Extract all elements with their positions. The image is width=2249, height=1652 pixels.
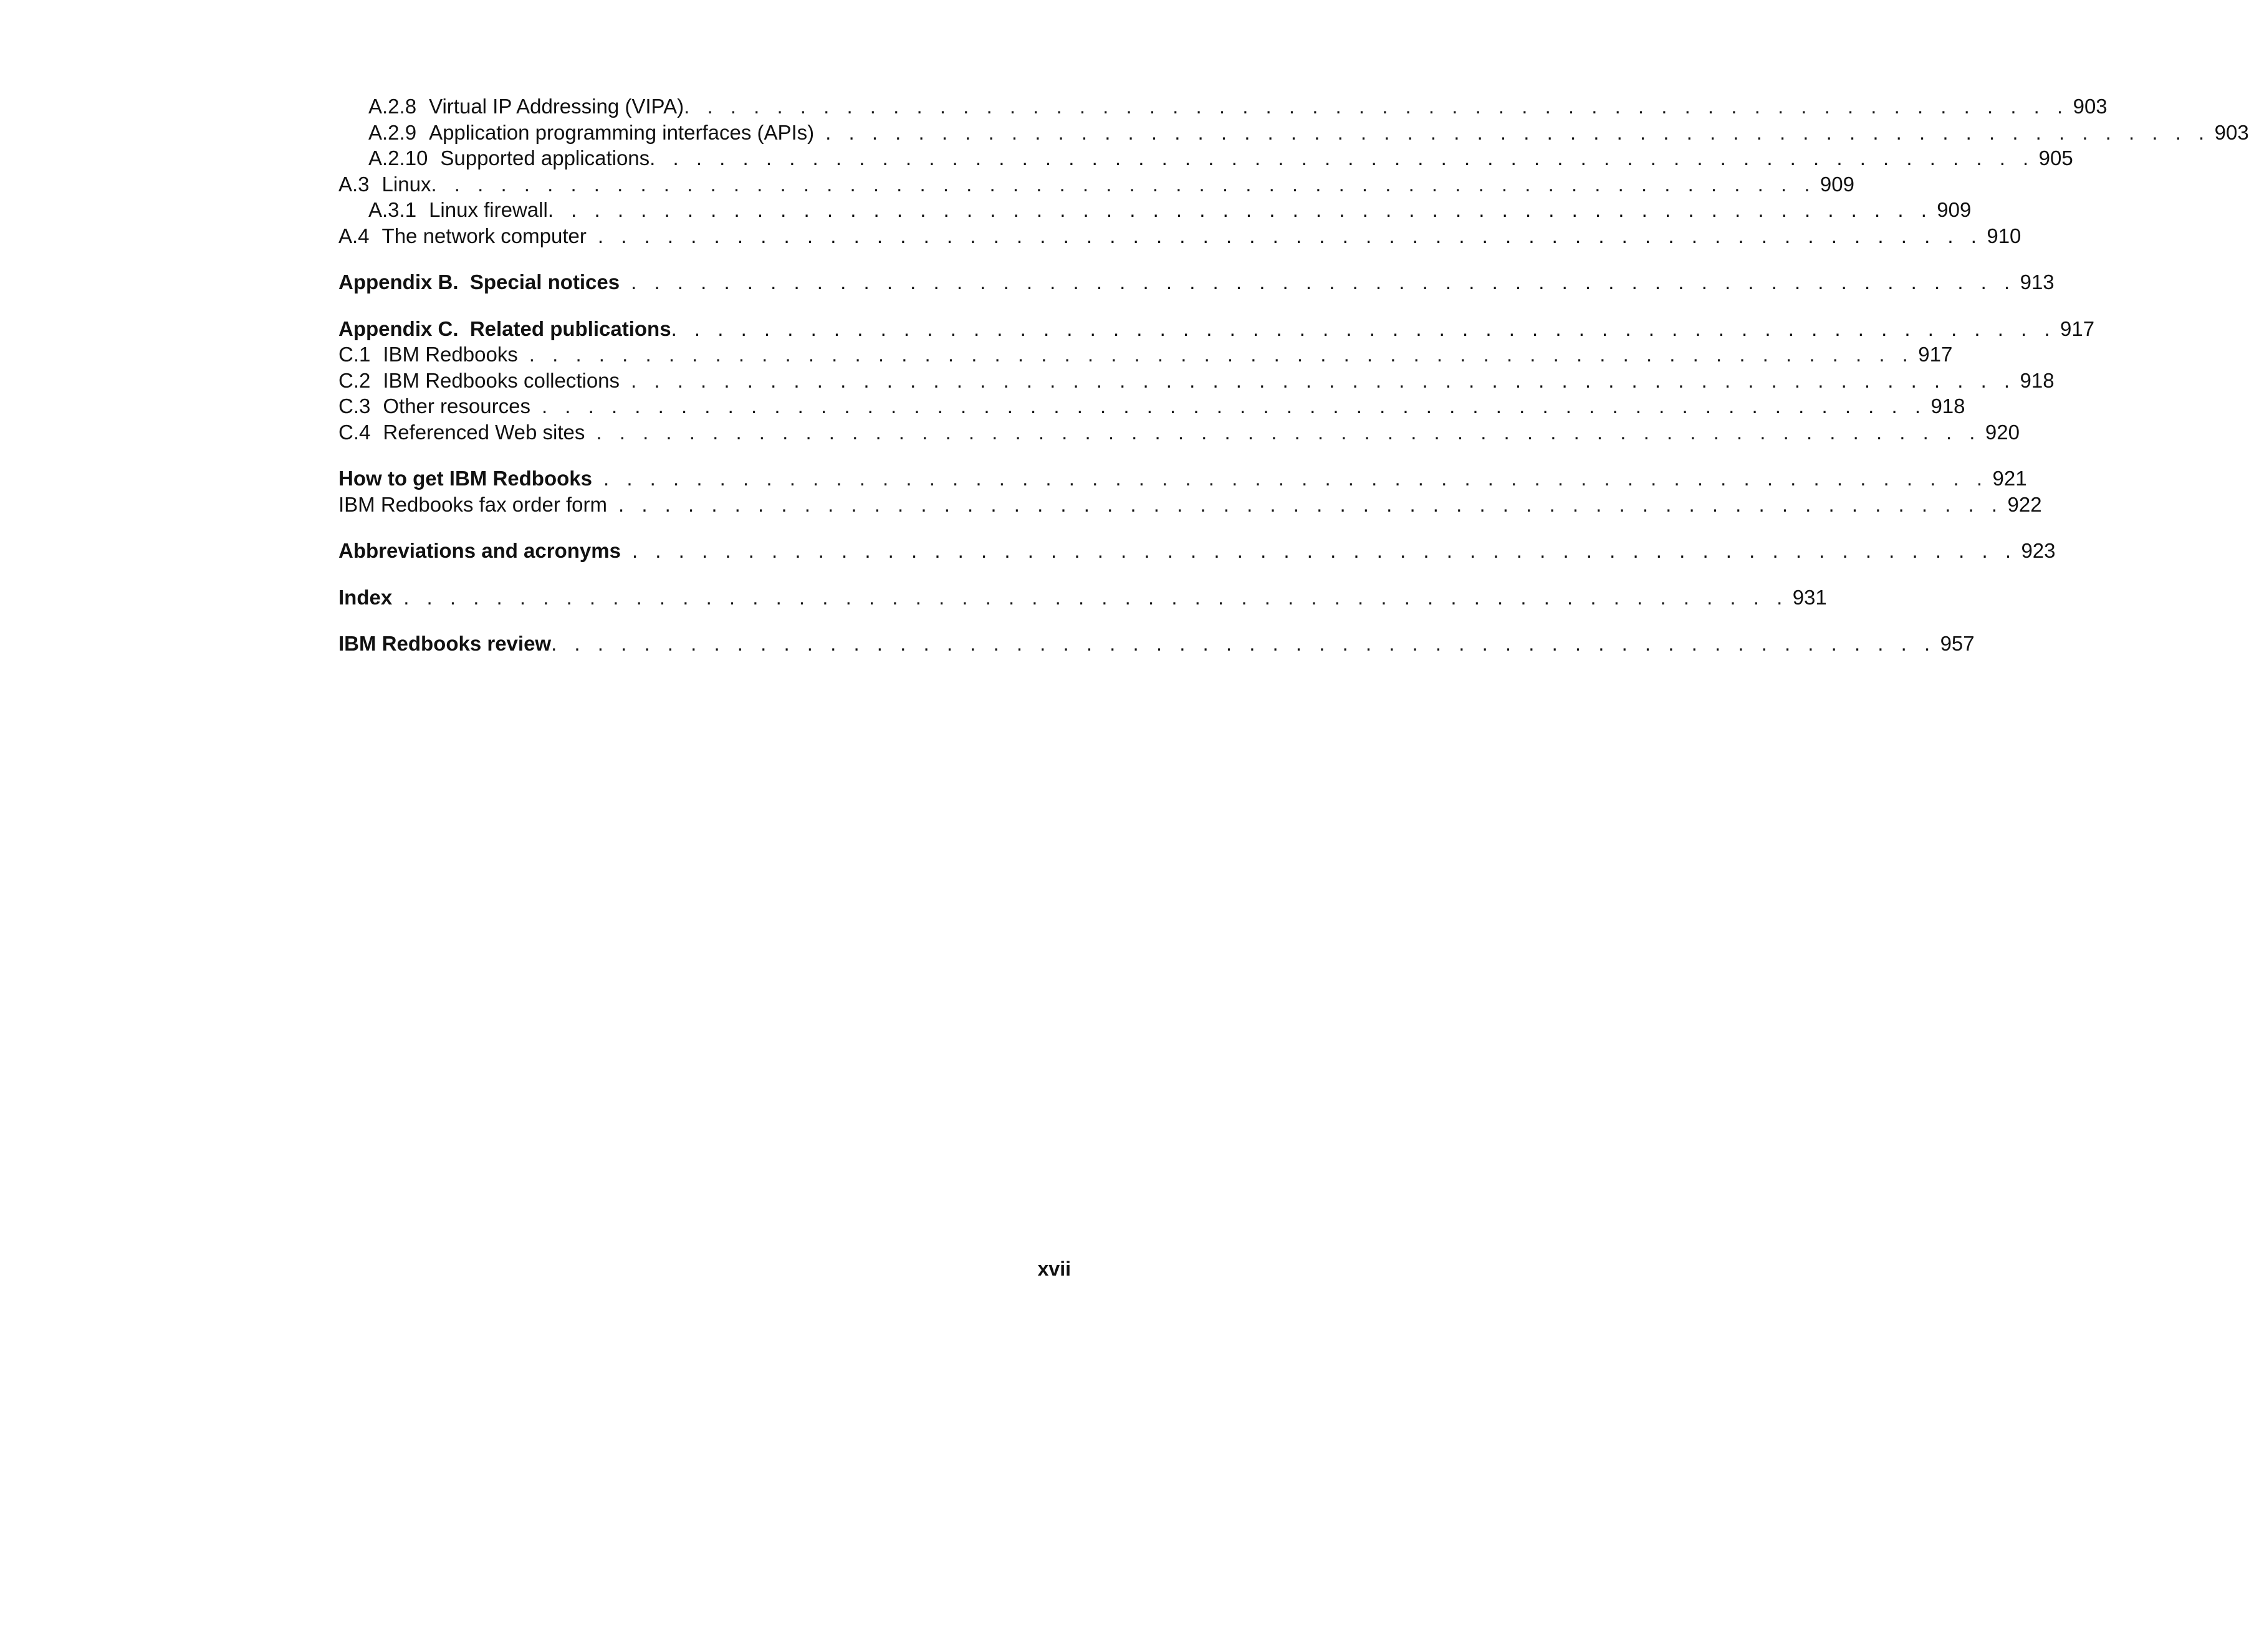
- dot-leader: . . . . . . . . . . . . . . . . . . . . . . . . . . . . . . . . . . . . . . . . . . . . . . . . . . . . . . . . . . . .: [671, 317, 2056, 340]
- toc-entry-title: Appendix B. Special notices: [338, 270, 620, 294]
- toc-entry-title: Referenced Web sites: [383, 420, 585, 444]
- toc-entry-a-4[interactable]: [338, 223, 2021, 249]
- dot-leader: . . . . . . . . . . . . . . . . . . . . . . . . . . . . . . . . . . . . . . . . . . . . . . . . . . . . . . . . . . . .: [403, 585, 1788, 609]
- dot-leader: . . . . . . . . . . . . . . . . . . . . . . . . . . . . . . . . . . . . . . . . . . . . . . . . . . . . . . . . . . . .: [551, 632, 1936, 655]
- dot-leader: . . . . . . . . . . . . . . . . . . . . . . . . . . . . . . . . . . . . . . . . . . . . . . . . . . . . . . . . . . . .: [631, 270, 2016, 294]
- toc-entry-how-to-get-redbooks[interactable]: [338, 466, 2027, 492]
- toc-entry-title: Linux: [381, 172, 431, 196]
- toc-entry-title: Supported applications: [440, 146, 650, 169]
- dot-leader: . . . . . . . . . . . . . . . . . . . . . . . . . . . . . . . . . . . . . . . . . . . . . . . . . . . . . . . . . . . .: [650, 146, 2035, 169]
- toc-entry-c-4[interactable]: [338, 419, 2020, 446]
- toc-entry-page: 909: [1820, 172, 1854, 196]
- dot-leader: . . . . . . . . . . . . . . . . . . . . . . . . . . . . . . . . . . . . . . . . . . . . . . . . . . . . . . . . . . . .: [618, 492, 2003, 516]
- toc-entry-appendix-b[interactable]: [338, 269, 2055, 295]
- toc-entry-index[interactable]: [338, 585, 1827, 611]
- toc-entry-title: IBM Redbooks review: [338, 632, 552, 655]
- toc-entry-appendix-c[interactable]: [338, 316, 2095, 342]
- toc-entry-page: 921: [1992, 467, 2027, 490]
- toc-entry-page: 909: [1937, 198, 1972, 221]
- toc-entry-number: A.3.1: [368, 198, 417, 221]
- dot-leader: . . . . . . . . . . . . . . . . . . . . . . . . . . . . . . . . . . . . . . . . . . . . . . . . . . . . . . . . . . . .: [597, 224, 1983, 247]
- toc-entry-number: A.3: [338, 172, 370, 196]
- toc-entry-abbreviations[interactable]: [338, 538, 2056, 564]
- toc-entry-page: 918: [1930, 394, 1965, 418]
- toc-entry-title: IBM Redbooks fax order form: [338, 492, 607, 516]
- toc-entry-a-3[interactable]: [338, 171, 1854, 198]
- toc-entry-page: 920: [1985, 420, 2020, 444]
- table-of-contents: [338, 93, 2249, 657]
- toc-entry-redbooks-review[interactable]: [338, 631, 1975, 657]
- toc-entry-page: 905: [2038, 146, 2073, 169]
- toc-entry-title: Index: [338, 585, 393, 609]
- toc-entry-number: A.2.10: [368, 146, 428, 169]
- toc-entry-title: Linux firewall: [429, 198, 548, 221]
- dot-leader: . . . . . . . . . . . . . . . . . . . . . . . . . . . . . . . . . . . . . . . . . . . . . . . . . . . . . . . . . . . .: [825, 120, 2210, 144]
- dot-leader: . . . . . . . . . . . . . . . . . . . . . . . . . . . . . . . . . . . . . . . . . . . . . . . . . . . . . . . . . . . .: [431, 172, 1816, 196]
- toc-entry-page: 923: [2021, 539, 2056, 562]
- toc-entry-a-2-8[interactable]: [338, 93, 2108, 120]
- toc-entry-a-2-9[interactable]: [338, 120, 2249, 146]
- toc-entry-page: 957: [1940, 632, 1975, 655]
- toc-entry-number: C.4: [338, 420, 371, 444]
- toc-entry-c-2[interactable]: [338, 368, 2055, 394]
- toc-entry-page: 910: [1987, 224, 2021, 247]
- toc-entry-page: 903: [2073, 95, 2108, 118]
- dot-leader: . . . . . . . . . . . . . . . . . . . . . . . . . . . . . . . . . . . . . . . . . . . . . . . . . . . . . . . . . . . .: [596, 420, 1981, 444]
- toc-entry-page: 913: [2020, 270, 2055, 294]
- toc-entry-page: 917: [2060, 317, 2095, 340]
- toc-entry-number: C.1: [338, 343, 371, 366]
- toc-entry-number: C.3: [338, 394, 371, 418]
- toc-entry-fax-order-form[interactable]: [338, 492, 2042, 518]
- toc-entry-page: 931: [1792, 585, 1827, 609]
- toc-entry-title: Virtual IP Addressing (VIPA): [429, 95, 684, 118]
- toc-entry-title: IBM Redbooks: [383, 343, 518, 366]
- toc-entry-title: Abbreviations and acronyms: [338, 539, 621, 562]
- toc-entry-c-3[interactable]: [338, 393, 1965, 419]
- toc-entry-title: How to get IBM Redbooks: [338, 467, 592, 490]
- toc-entry-page: 922: [2007, 492, 2042, 516]
- toc-entry-number: C.2: [338, 368, 371, 392]
- toc-entry-page: 903: [2214, 120, 2249, 144]
- toc-entry-title: Application programming interfaces (APIs): [429, 120, 815, 144]
- toc-entry-title: Appendix C. Related publications: [338, 317, 671, 340]
- page-number: xvii: [1037, 1258, 1071, 1280]
- toc-entry-title: IBM Redbooks collections: [383, 368, 620, 392]
- dot-leader: . . . . . . . . . . . . . . . . . . . . . . . . . . . . . . . . . . . . . . . . . . . . . . . . . . . . . . . . . . . .: [541, 394, 1927, 418]
- toc-entry-page: 918: [2020, 368, 2055, 392]
- toc-entry-number: A.4: [338, 224, 370, 247]
- toc-entry-title: Other resources: [383, 394, 530, 418]
- dot-leader: . . . . . . . . . . . . . . . . . . . . . . . . . . . . . . . . . . . . . . . . . . . . . . . . . . . . . . . . . . . .: [631, 539, 2017, 562]
- dot-leader: . . . . . . . . . . . . . . . . . . . . . . . . . . . . . . . . . . . . . . . . . . . . . . . . . . . . . . . . . . . .: [547, 198, 1933, 221]
- dot-leader: . . . . . . . . . . . . . . . . . . . . . . . . . . . . . . . . . . . . . . . . . . . . . . . . . . . . . . . . . . . .: [603, 467, 1988, 490]
- dot-leader: . . . . . . . . . . . . . . . . . . . . . . . . . . . . . . . . . . . . . . . . . . . . . . . . . . . . . . . . . . . .: [684, 95, 2069, 118]
- dot-leader: . . . . . . . . . . . . . . . . . . . . . . . . . . . . . . . . . . . . . . . . . . . . . . . . . . . . . . . . . . . .: [529, 343, 1914, 366]
- toc-entry-a-2-10[interactable]: [338, 145, 2073, 171]
- toc-entry-number: A.2.8: [368, 95, 417, 118]
- dot-leader: . . . . . . . . . . . . . . . . . . . . . . . . . . . . . . . . . . . . . . . . . . . . . . . . . . . . . . . . . . . .: [631, 368, 2016, 392]
- toc-entry-title: The network computer: [381, 224, 587, 247]
- toc-entry-c-1[interactable]: [338, 341, 1953, 368]
- toc-entry-number: A.2.9: [368, 120, 417, 144]
- toc-entry-page: 917: [1918, 343, 1953, 366]
- toc-entry-a-3-1[interactable]: [338, 197, 1972, 223]
